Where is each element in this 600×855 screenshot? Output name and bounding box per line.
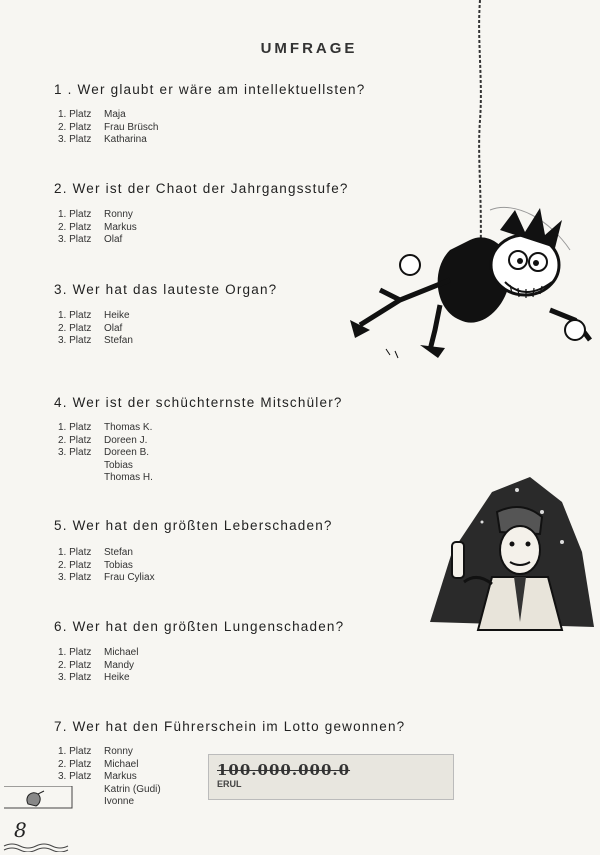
answer-name: Tobias (104, 559, 133, 571)
answer-name: Maja (104, 109, 126, 120)
question-heading: 7. Wer hat den Führerschein im Lotto gewonnen? (54, 719, 406, 734)
answer-rank: 1. Platz (58, 109, 92, 120)
answer-rank: 1. Platz (58, 310, 92, 321)
question-heading: 3. Wer hat das lauteste Organ? (54, 282, 278, 297)
answer-list (58, 547, 155, 585)
answer-name: Doreen B. (104, 447, 150, 458)
answer-rank: 1. Platz (58, 422, 92, 433)
answer-item (58, 746, 161, 759)
answer-extra-name: Tobias (104, 459, 133, 471)
answer-rank: 3. Platz (58, 447, 92, 458)
answer-name: Doreen J. (104, 434, 148, 446)
answer-rank: 2. Platz (58, 322, 92, 334)
answer-item (58, 422, 153, 435)
answer-name: Michael (104, 647, 139, 658)
answer-name: Mandy (104, 659, 135, 671)
answer-item (58, 771, 161, 784)
answer-item (58, 647, 138, 660)
answer-name: Ronny (104, 209, 133, 220)
answer-rank: 3. Platz (58, 234, 92, 245)
answer-item (58, 222, 137, 235)
answer-rank: 3. Platz (58, 771, 92, 782)
lotto-clipping-label: ERUL (217, 779, 242, 789)
answer-item (58, 209, 137, 222)
answer-rank: 3. Platz (58, 672, 92, 683)
answer-item (58, 447, 153, 460)
question-heading: 1 . Wer glaubt er wäre am intellektuellsten? (54, 82, 366, 97)
answer-name: Olaf (104, 234, 123, 245)
answer-rank: 2. Platz (58, 758, 92, 770)
answer-item (58, 572, 155, 585)
answer-rank: 2. Platz (58, 659, 92, 671)
answer-item (58, 335, 133, 348)
question-heading: 6. Wer hat den größten Lungenschaden? (54, 619, 345, 634)
answer-item (58, 234, 137, 247)
answer-name: Heike (104, 310, 130, 321)
answer-rank: 3. Platz (58, 134, 92, 145)
answer-extra-name: Thomas H. (104, 472, 153, 483)
answer-item (58, 435, 153, 448)
page-number: 8 (14, 818, 27, 842)
answer-item (58, 759, 161, 772)
answer-extra-name: Katrin (Gudi) (104, 783, 161, 795)
answer-rank: 2. Platz (58, 559, 92, 571)
answer-list (58, 109, 158, 147)
answer-rank: 1. Platz (58, 209, 92, 220)
answer-name: Markus (104, 221, 137, 233)
question-heading: 4. Wer ist der schüchternste Mitschüler? (54, 395, 343, 410)
question-heading: 5. Wer hat den größten Leberschaden? (54, 518, 333, 533)
answer-name: Frau Cyliax (104, 572, 155, 583)
question-heading: 2. Wer ist der Chaot der Jahrgangsstufe? (54, 181, 349, 196)
answer-item (58, 672, 138, 685)
answer-rank: 1. Platz (58, 647, 92, 658)
answer-extra-name: Ivonne (104, 796, 135, 807)
answer-rank: 2. Platz (58, 434, 92, 446)
answer-name: Stefan (104, 547, 133, 558)
answer-list (58, 310, 133, 348)
answer-name: Heike (104, 672, 130, 683)
answer-list (58, 422, 153, 485)
answer-name: Michael (104, 758, 139, 770)
answer-rank: 2. Platz (58, 121, 92, 133)
answer-rank: 2. Platz (58, 221, 92, 233)
answer-rank: 1. Platz (58, 746, 92, 757)
answer-rank: 3. Platz (58, 572, 92, 583)
answer-list (58, 647, 138, 685)
answer-item (58, 134, 158, 147)
lotto-clipping (208, 754, 454, 800)
answer-rank: 3. Platz (58, 335, 92, 346)
answer-item (58, 323, 133, 336)
answer-item (58, 310, 133, 323)
answer-list (58, 209, 137, 247)
hanging-figure-cartoon (340, 190, 598, 370)
drunk-figure-cartoon (422, 472, 598, 632)
answer-item (58, 109, 158, 122)
answer-rank: 1. Platz (58, 547, 92, 558)
answer-item (58, 547, 155, 560)
lotto-clipping-number: 100.000.000.0 (217, 761, 351, 779)
answer-name: Frau Brüsch (104, 121, 159, 133)
answer-name: Olaf (104, 322, 123, 334)
answer-name: Ronny (104, 746, 133, 757)
answer-item (58, 560, 155, 573)
answer-item (58, 122, 158, 135)
answer-name: Stefan (104, 335, 133, 346)
answer-name: Markus (104, 771, 137, 782)
answer-name: Katharina (104, 134, 147, 145)
page-title: UMFRAGE (260, 40, 358, 57)
answer-name: Thomas K. (104, 422, 153, 433)
corner-doodle (2, 786, 74, 852)
answer-item (58, 660, 138, 673)
